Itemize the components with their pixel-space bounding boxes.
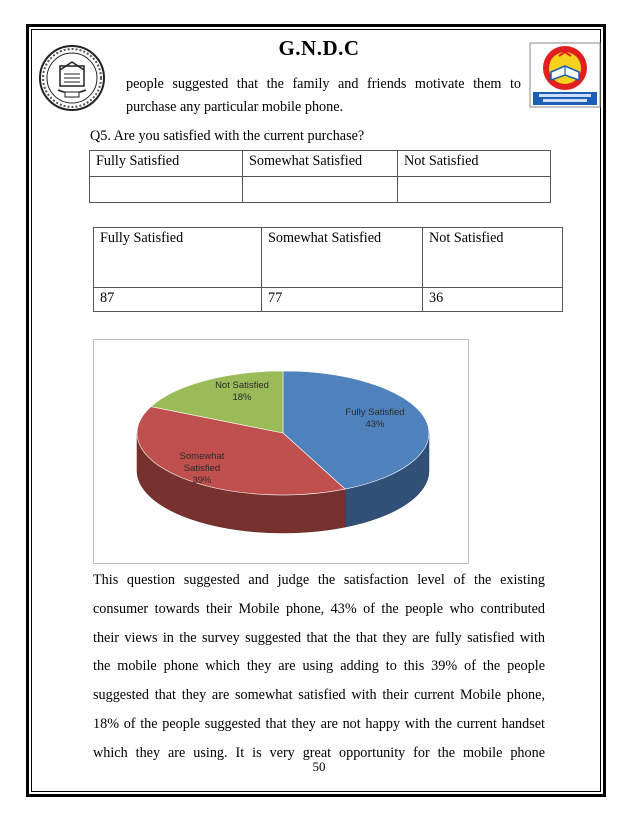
page-header-title: G.N.D.C	[278, 36, 360, 60]
pie-label-somewhat-satisfied: Somewhat Satisfied 39%	[179, 451, 225, 486]
pie-label-fully-satisfied: Fully Satisfied 43%	[345, 407, 405, 430]
table2-header-fully: Fully Satisfied	[94, 228, 262, 288]
table1-cell-not	[398, 177, 551, 203]
body-line-5: suggested that they are somewhat satisfied with their current Mobile phone,	[93, 687, 545, 704]
table1-header-fully: Fully Satisfied	[90, 151, 243, 177]
body-line-2: consumer towards their Mobile phone, 43% of the people who contributed	[93, 600, 545, 617]
body-line-1: This question suggested and judge the satisfaction level of the existing	[93, 572, 545, 588]
satisfaction-count-table	[93, 227, 563, 312]
table1-header-somewhat: Somewhat Satisfied	[243, 151, 398, 177]
table2-value-fully: 87	[94, 288, 262, 312]
table2-value-not: 36	[423, 288, 563, 312]
body-line-7: which they are using. It is very great opportunity for the mobile phone	[93, 744, 545, 761]
intro-line-2: purchase any particular mobile phone.	[126, 99, 344, 115]
body-line-3: their views in the survey suggested that the that they are fully satisfied with	[93, 629, 545, 646]
pie-chart-svg	[94, 340, 470, 565]
table1-cell-fully	[90, 177, 243, 203]
table2-value-somewhat: 77	[262, 288, 423, 312]
table1-header-not: Not Satisfied	[398, 151, 551, 177]
intro-line-1: people suggested that the family and friends motivate them to	[126, 76, 521, 92]
satisfaction-pie-chart	[93, 339, 469, 564]
empty-response-table	[89, 150, 551, 203]
table2-header-somewhat: Somewhat Satisfied	[262, 228, 423, 288]
table1-cell-somewhat	[243, 177, 398, 203]
page-number: 50	[312, 759, 326, 774]
body-line-6: 18% of the people suggested that they are not happy with the current handset	[93, 716, 545, 732]
pie-label-not-satisfied: Not Satisfied 18%	[215, 380, 269, 403]
table2-header-not: Not Satisfied	[423, 228, 563, 288]
body-line-4: the mobile phone which they are using adding to this 39% of the people	[93, 658, 545, 675]
question-q5: Q5. Are you satisfied with the current purchase?	[90, 128, 365, 144]
